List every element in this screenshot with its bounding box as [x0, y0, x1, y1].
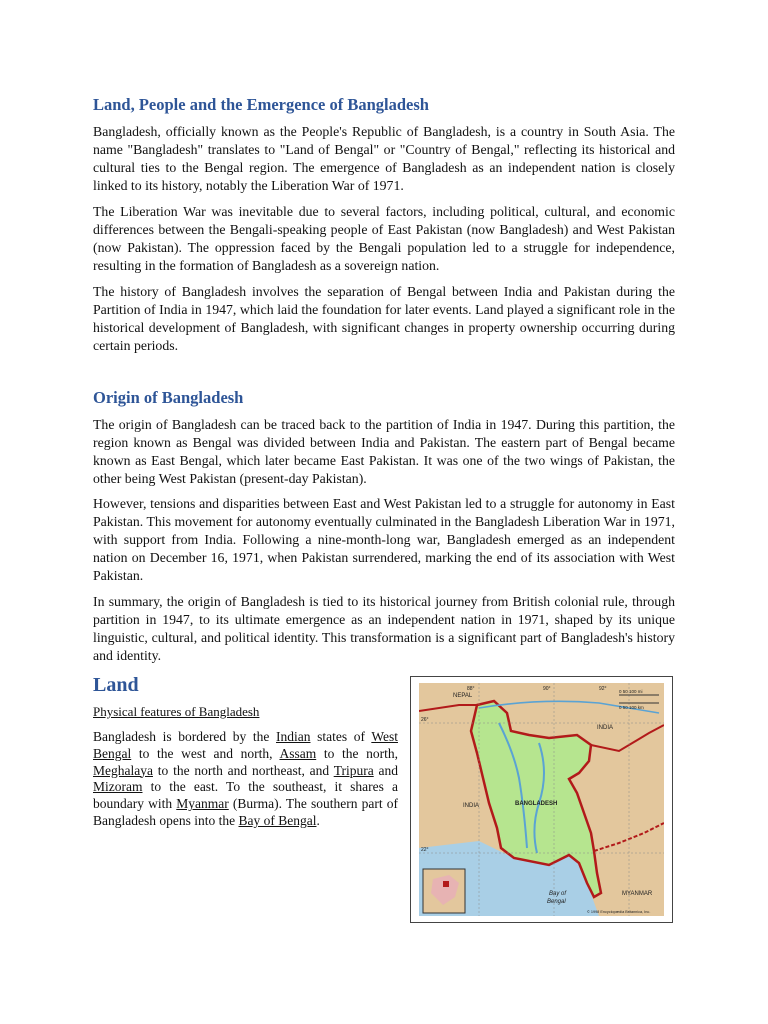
map-lat-22: 22° — [421, 847, 429, 853]
map-copyright: © 1998 Encyclopædia Britannica, Inc. — [587, 910, 651, 914]
map-label-india-w: INDIA — [463, 803, 480, 809]
map-lat-26: 26° — [421, 717, 429, 723]
map-scale-km: 0 50 100 km — [619, 705, 644, 710]
map-label-bay: Bay of — [549, 891, 567, 897]
link-mizoram[interactable]: Mizoram — [93, 779, 143, 795]
map-lon-88: 88° — [467, 686, 475, 692]
section-heading-origin: Origin of Bangladesh — [93, 388, 244, 407]
link-west-bengal[interactable]: West Bengal — [93, 729, 398, 761]
text-run: to the west and north, — [131, 745, 280, 761]
link-tripura[interactable]: Tripura — [333, 762, 374, 778]
intro-paragraph-1: Bangladesh, officially known as the People's Republic of Bangladesh, is a country in South Asia. The name "Bangladesh" translates to "Land of Bengal" or "Country of Bengal," reflecting its historical and cultural ties to the Bengal region. The emergence of Bangladesh as an independent nation is closely linked to its history, notably the Liberation War of 1971. — [93, 124, 675, 193]
section-heading-intro: Land, People and the Emergence of Bangladesh — [93, 95, 429, 114]
land-description — [93, 729, 398, 830]
origin-paragraph-3: In summary, the origin of Bangladesh is tied to its historical journey from British colonial rule, through partition in 1947, to its ultimate emergence as an independent nation in 1971, shaped by its unique linguistic, cultural, and political identity. This transformation is a significant part of Bangladesh's history and identity. — [93, 594, 675, 663]
text-run: Bangladesh is bordered by the — [93, 729, 276, 744]
intro-paragraph-3: The history of Bangladesh involves the separation of Bengal between India and Pakistan during the Partition of India in 1947, which laid the foundation for later events. Land played a significant role in the historical development of Bangladesh, with significant changes in property ownership occurring during certain periods. — [93, 284, 675, 353]
link-assam[interactable]: Assam — [279, 745, 317, 761]
text-run: states of — [310, 729, 372, 744]
map-lon-90: 90° — [543, 686, 551, 692]
section-heading-land: Land — [93, 674, 139, 696]
map-label-bay-2: Bengal — [547, 899, 566, 905]
origin-paragraph-2: However, tensions and disparities between East and West Pakistan led to a struggle for autonomy in East Pakistan. This movement for autonomy eventually culminated in the Bangladesh Liberation War in 1971, with support from India. Following a nine-month-long war, Bangladesh emerged as an independent nation on December 16, 1971, when Pakistan surrendered, marking the end of its association with West Pakistan. — [93, 496, 675, 583]
map-lon-92: 92° — [599, 686, 607, 692]
text-run: . — [316, 812, 320, 828]
text-run: to the north and northeast, and — [152, 762, 334, 778]
map-label-india-ne: INDIA — [597, 725, 614, 731]
link-indian[interactable]: Indian — [276, 729, 311, 744]
map-svg — [419, 683, 664, 916]
text-run: and — [373, 762, 398, 778]
text-run: to the east. To the southeast, it shares a boundary with — [93, 779, 398, 812]
map-inset-marker — [443, 881, 449, 887]
link-myanmar[interactable]: Myanmar — [176, 796, 229, 812]
land-subheading: Physical features of Bangladesh — [93, 704, 260, 719]
origin-paragraph-1: The origin of Bangladesh can be traced back to the partition of India in 1947. During this partition, the region known as Bengal was divided between India and Pakistan. The eastern part of Bengal became known as East Bengal, which later became East Pakistan. It was one of the two wings of Pakistan, the other being West Pakistan (present-day Pakistan). — [93, 417, 675, 486]
map-label-bangladesh: BANGLADESH — [515, 801, 558, 807]
link-meghalaya[interactable]: Meghalaya — [93, 762, 153, 778]
text-run: (Burma). The southern part of Bangladesh opens into the — [93, 796, 398, 828]
bangladesh-map — [410, 676, 673, 923]
intro-paragraph-2: The Liberation War was inevitable due to several factors, including political, cultural, and economic differences between the Bengali-speaking people of East Pakistan (now Bangladesh) and West Pakistan (now Pakistan). The oppression faced by the Bengali population led to a struggle for independence, resulting in the formation of Bangladesh as a sovereign nation. — [93, 204, 675, 273]
map-label-nepal: NEPAL — [453, 693, 473, 699]
map-scale-miles: 0 50 100 mi — [619, 689, 643, 694]
text-run: to the north, — [316, 745, 398, 761]
map-label-myanmar: MYANMAR — [622, 891, 653, 897]
link-bay-of-bengal[interactable]: Bay of Bengal — [238, 812, 317, 828]
